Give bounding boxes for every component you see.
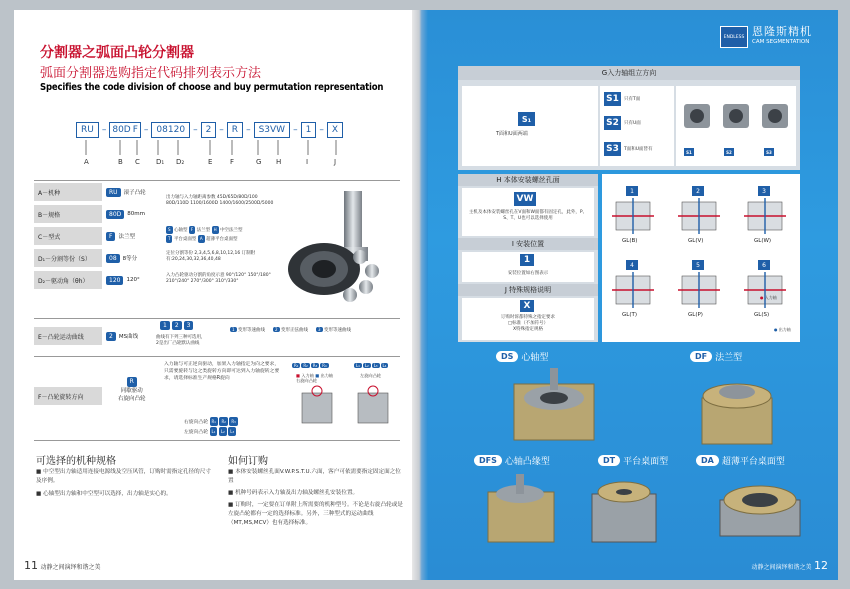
value-b: 80mm <box>127 211 145 217</box>
gl-num: 4 <box>626 260 638 270</box>
code-box-bc <box>109 122 141 138</box>
g-opt-text: 只有T面 <box>624 97 641 102</box>
e-opts <box>160 321 193 330</box>
g-photo-machines <box>680 94 792 144</box>
j-note <box>462 315 594 333</box>
c-opts <box>166 226 276 244</box>
f-chip-l: L₃ <box>373 363 378 368</box>
row-label-d1: D₁－分割等份（S） <box>34 249 102 267</box>
j-title: J 特殊规格说明 <box>458 284 598 296</box>
row-label-b: B－规格 <box>34 205 102 223</box>
gl-diagrams <box>602 174 800 342</box>
spec-bullet-text: 中空型出力轴适用连接电源线及空压风管，订购时需指定孔径的尺寸及序例。 <box>36 469 211 484</box>
title-cn-sub: 弧面分割器选购指定代码排列表示方法 <box>40 66 262 81</box>
f-chip-r: R₃ <box>312 363 318 368</box>
row-value-d2 <box>106 271 140 289</box>
gl-label: GL(T) <box>622 312 637 318</box>
code-letter: E <box>208 158 213 166</box>
product-name: 平台桌面型 <box>623 457 669 467</box>
f-small-1: 入力轴 <box>301 373 314 378</box>
f-chip-r: R₂ <box>221 419 226 424</box>
e-note-1: 曲线有下列三种可选用， <box>156 335 206 340</box>
gl-legend-out: ● 出力轴 <box>774 327 791 332</box>
code-letter: B <box>118 158 123 166</box>
row-label-a: A－机种 <box>34 183 102 201</box>
c-opt-chip: F <box>190 227 194 232</box>
h-chip: VW <box>514 192 536 206</box>
c-opt: 中空法兰型 <box>220 228 243 233</box>
product-dfs-head <box>474 454 550 467</box>
f-row <box>34 356 400 441</box>
code-dash: – <box>293 125 298 135</box>
product-dfs-image <box>480 470 570 546</box>
code-letter: C <box>135 158 140 166</box>
footer-text-right: 动静之间演绎和谐之美 <box>751 564 812 571</box>
code-letter: D₂ <box>176 158 185 166</box>
product-ds-head <box>496 350 548 363</box>
title-cn-main: 分割器之弧面凸轮分割器 <box>40 45 194 61</box>
gl-label: GL(W) <box>754 238 772 244</box>
f-chip-l: L₄ <box>382 363 387 368</box>
code-h: VW <box>270 125 286 135</box>
product-da-image <box>710 470 810 546</box>
code-letter: J <box>334 158 337 166</box>
e-opt: 2 <box>172 321 182 330</box>
row-value-c <box>106 227 135 245</box>
code-dash: – <box>193 125 198 135</box>
footer-text-left: 动静之间演绎和谐之美 <box>40 564 101 571</box>
product-chip: DFS <box>474 455 502 466</box>
section-spec-title: 可选择的机种规格 <box>36 456 116 467</box>
hij-panel <box>458 174 598 342</box>
gl-legend-out-text: 出力轴 <box>778 327 791 332</box>
title-en: Specifies the code division of choose and buy permutation representation <box>40 82 384 93</box>
e-note-2: 2是出厂凸轮默认曲线 <box>156 341 200 346</box>
code-letter: I <box>306 158 309 166</box>
product-chip: DT <box>598 455 620 466</box>
g-main-box <box>462 86 598 166</box>
product-ds-image <box>500 364 610 446</box>
spec-table <box>34 180 400 315</box>
gl-num: 6 <box>758 260 770 270</box>
e-curve-3 <box>316 327 351 333</box>
gl-label: GL(B) <box>622 238 638 244</box>
cam-product-image <box>284 187 404 309</box>
h-note: 主机及本体安装螺丝孔在V面和W面都有固定孔，此外，P、S、T、U也可以选择使用 <box>468 210 588 221</box>
value-e: MS曲线 <box>118 334 139 340</box>
chip-f: R <box>127 377 137 387</box>
row-label-d2: D₂－驱动角（θh） <box>34 271 102 289</box>
order-bullet: ■ 机种号码表示入力轴及出力轴及螺丝孔安装位置。 <box>228 490 359 496</box>
value-d1: 8等分 <box>122 256 138 262</box>
code-box-f: R <box>227 122 243 138</box>
logo-text <box>752 26 812 48</box>
product-dt-image <box>584 470 670 546</box>
c-opt-chip: T <box>168 236 171 241</box>
page-number-right: 12 <box>814 559 828 572</box>
spec-bullet: ■ 心轴型出力轴和中空型可以选择，出力轴是实心的。 <box>36 491 172 497</box>
gl-num: 1 <box>626 186 638 196</box>
product-chip: DF <box>690 351 712 362</box>
left-footer <box>24 559 101 572</box>
code-dash: – <box>101 125 107 135</box>
f-small-in: ■ 入力轴 ■ 出力轴 <box>296 373 334 378</box>
g-photos <box>676 86 796 166</box>
g-opt-chip: S1 <box>604 92 621 106</box>
code-dash: – <box>219 125 224 135</box>
code-dash: – <box>246 125 251 135</box>
code-letter: H <box>276 158 282 166</box>
i-title: I 安装位置 <box>458 238 598 250</box>
d2-note: 入力凸轮驱动分割的角度示意 90°/120° 150°/180° 210°/240° 270°/300° 310°/330° <box>166 273 271 284</box>
c-opt: 法兰型 <box>196 228 211 233</box>
row-value-a <box>106 183 146 201</box>
h-title: H 本体安装螺丝孔面 <box>458 174 598 186</box>
order-bullet-text: 本体安装螺丝孔面V.W.P.S.T.U.六面，客户可依需要指定固定面之位置 <box>228 469 401 484</box>
code-box-i: 1 <box>301 122 317 138</box>
left-page <box>14 10 420 580</box>
row-label-f: F－凸轮旋转方向 <box>34 387 102 405</box>
g-panel <box>458 66 800 170</box>
e-curve-label: 变形等速曲线 <box>237 328 265 333</box>
gl-label: GL(S) <box>754 312 770 318</box>
f-chip-r: R₃ <box>231 419 236 424</box>
f-chip-r: R₂ <box>303 363 308 368</box>
f-chip-l: L₂ <box>364 363 369 368</box>
code-letter: D₁ <box>156 158 165 166</box>
g-main-chip: S₁ <box>518 112 535 126</box>
c-opt: 心轴型 <box>173 228 188 233</box>
code-g: S3 <box>258 125 271 135</box>
right-footer <box>751 559 828 572</box>
code-box-j: X <box>327 122 343 138</box>
f-chip-r: R₁ <box>211 419 216 424</box>
row-label-c: C－型式 <box>34 227 102 245</box>
f-legend <box>184 417 238 437</box>
h-box <box>462 188 594 236</box>
f-chips-l <box>354 363 388 368</box>
j-note-1: 订购时诉都特殊之指定要求 <box>501 315 555 320</box>
e-row <box>34 318 400 354</box>
d1-note: 定位分割等份 2,3,4,5,6,8,10,12,16 订制附有:20,24,30,32,36,40,48 <box>166 251 256 262</box>
g-photo-tag: S2 <box>724 148 734 156</box>
g-opt-text: T面和U面皆有 <box>624 147 653 152</box>
code-box-a: RU <box>76 122 99 138</box>
order-bullet: ■ 订购时，一定要在订单附上所需要的机种型号。不论是右旋凸轮或是左旋凸轮都有一定的选择标准。另外，三种型式的运动曲线（MT,MS,MCV）也有选择标准。 <box>228 502 403 526</box>
right-page <box>420 10 838 580</box>
product-name: 法兰型 <box>715 353 743 363</box>
gl-num: 5 <box>692 260 704 270</box>
row-value-d1 <box>106 249 137 267</box>
f-legend-r: 右旋向凸轮 <box>184 420 208 425</box>
order-bullet-text: 订购时，一定要在订单附上所需要的机种型号。不论是右旋凸轮或是左旋凸轮都有一定的选择标准。另外，三种型式的运动曲线（MT,MS,MCV）也有选择标准。 <box>228 502 403 526</box>
f-chip-l: L₁ <box>211 429 216 434</box>
e-curve-chip: 1 <box>232 327 235 332</box>
f-legend-r-row <box>184 417 238 427</box>
i-note: 安装位置如右图表示 <box>507 271 549 276</box>
gl-num: 2 <box>692 186 704 196</box>
e-curve-2 <box>273 327 308 333</box>
code-letter: A <box>84 158 89 166</box>
e-opt: 3 <box>184 321 194 330</box>
code-dash: – <box>319 125 324 135</box>
brand-logo <box>720 26 812 48</box>
code-box-d <box>151 122 190 138</box>
product-dt-head <box>598 454 668 467</box>
j-note-3: X特殊指定规格 <box>512 327 544 332</box>
e-curve-chip: 2 <box>274 327 278 332</box>
value-d2: 120° <box>126 277 140 283</box>
gl-num: 3 <box>758 186 770 196</box>
code-row <box>76 122 343 138</box>
f-chip-r: R₄ <box>322 363 327 368</box>
code-arrows <box>74 140 354 158</box>
f-small-2: 出力轴 <box>320 373 334 378</box>
logo-badge: ENDLESS <box>720 26 748 48</box>
chip-d2: 120 <box>106 276 123 285</box>
c-opt-chip: A <box>199 236 203 241</box>
f-chip-l: L₂ <box>220 429 225 434</box>
chip-c: F <box>106 232 115 241</box>
chip-a: RU <box>106 188 121 197</box>
g-photo-tag: S3 <box>764 148 774 156</box>
page-number-left: 11 <box>24 559 38 572</box>
e-opt: 1 <box>160 321 170 330</box>
gl-legend-in-text: 入力轴 <box>764 295 777 300</box>
logo-cn: 恩隆斯精机 <box>752 25 812 38</box>
b-note: 出力轴与入力轴距离参数 45D/65D/80D/100 80D/110D 1100/1600D 1400/1600/2500D/5000 <box>166 195 274 206</box>
product-name: 超薄平台桌面型 <box>721 457 785 467</box>
f-chip-l: L₁ <box>356 363 360 368</box>
code-c: F <box>132 125 138 135</box>
gl-label: GL(P) <box>688 312 703 318</box>
i-box <box>462 252 594 282</box>
f-legend-l-row <box>184 427 238 437</box>
order-bullet: ■ 本体安装螺丝孔面V.W.P.S.T.U.六面，客户可依需要指定固定面之位置 <box>228 469 401 484</box>
logo-en: CAM SEGMENTATION <box>752 39 810 45</box>
code-d1: 08 <box>156 125 168 135</box>
code-dash: – <box>143 125 149 135</box>
f-chip-l: L₃ <box>230 429 235 434</box>
g-options <box>600 86 674 166</box>
section-spec-body <box>36 468 216 499</box>
e-curve-label: 变形等速曲线 <box>323 328 351 333</box>
f-value-2: 右旋向凸轮 <box>118 396 146 402</box>
row-label-e: E－凸轮运动曲线 <box>34 327 102 345</box>
c-opt: 超薄平台桌面型 <box>206 237 238 242</box>
j-box <box>462 298 594 340</box>
g-title: G入力轴组立方向 <box>458 66 800 80</box>
spec-bullet: ■ 中空型出力轴适用连接电源线及空压风管，订购时需指定孔径的尺寸及序例。 <box>36 469 211 484</box>
j-note-2: □标准（不加符号） <box>507 321 549 326</box>
code-letter: G <box>256 158 262 166</box>
gl-legend <box>760 294 777 302</box>
e-curve-chip: 3 <box>317 327 321 332</box>
section-order-title: 如何订购 <box>228 456 268 467</box>
product-df-image <box>688 364 788 448</box>
product-chip: DA <box>696 455 719 466</box>
gl-label: GL(V) <box>688 238 704 244</box>
c-opt: 平台桌面型 <box>173 237 197 242</box>
product-df-head <box>690 350 742 363</box>
f-chip-r: R₁ <box>294 363 299 368</box>
j-chip: X <box>520 300 534 312</box>
code-letter: F <box>230 158 235 166</box>
spec-bullet-text: 心轴型出力轴和中空型可以选择，出力轴是实心的。 <box>43 491 172 497</box>
g-opt-chip: S3 <box>604 142 621 156</box>
f-left-label: 左旋向凸轮 <box>360 373 381 378</box>
product-da-head <box>696 454 785 467</box>
e-curve-1 <box>230 327 265 333</box>
e-curves <box>230 327 351 333</box>
product-chip: DS <box>496 351 518 362</box>
rotation-diagram <box>296 385 396 433</box>
g-photo-tag: S1 <box>684 148 694 156</box>
f-value-1: 同歇驱动 <box>120 388 143 394</box>
gl-legend-in: ● 入力轴 <box>760 295 777 300</box>
f-note: 入力轴与可正逆向驱动，加果入力轴指定为向之要求，只需要旋转与这之类旋转方向即可达到入力轴旋转之要求，请选择标准生产规格R旋向 <box>164 362 280 381</box>
g-opt-text: 只有U面 <box>624 121 641 126</box>
value-c: 法兰型 <box>118 234 135 240</box>
book-spine <box>412 10 428 580</box>
value-a: 滚子凸轮 <box>123 190 146 196</box>
f-legend-l: 左旋向凸轮 <box>184 430 208 435</box>
f-right-label: 右旋向凸轮 <box>296 378 317 383</box>
row-value-b <box>106 205 145 223</box>
e-note <box>156 335 226 347</box>
code-box-e: 2 <box>201 122 217 138</box>
order-bullet-text: 机种号码表示入力轴及出力轴及螺丝孔安装位置。 <box>235 490 359 496</box>
product-name: 心轴型 <box>521 353 549 363</box>
code-d2: 120 <box>167 125 186 135</box>
code-b: 80D <box>112 125 131 135</box>
c-opt-chip: H <box>213 227 217 232</box>
chip-d1: 08 <box>106 254 120 263</box>
row-value-f <box>118 377 146 403</box>
c-opt-chip: S <box>168 227 171 232</box>
f-chips-r <box>292 363 329 368</box>
i-chip: 1 <box>520 254 534 266</box>
chip-b: 80D <box>106 210 124 219</box>
e-curve-label: 变形正弦曲线 <box>280 328 308 333</box>
section-order-body <box>228 468 406 528</box>
g-main-note: T面和U面两端 <box>496 131 528 137</box>
code-box-gh <box>254 122 291 138</box>
chip-e: 2 <box>106 332 116 341</box>
g-opt-chip: S2 <box>604 116 621 130</box>
row-value-e <box>106 327 138 345</box>
product-name: 心轴凸缘型 <box>504 457 550 467</box>
